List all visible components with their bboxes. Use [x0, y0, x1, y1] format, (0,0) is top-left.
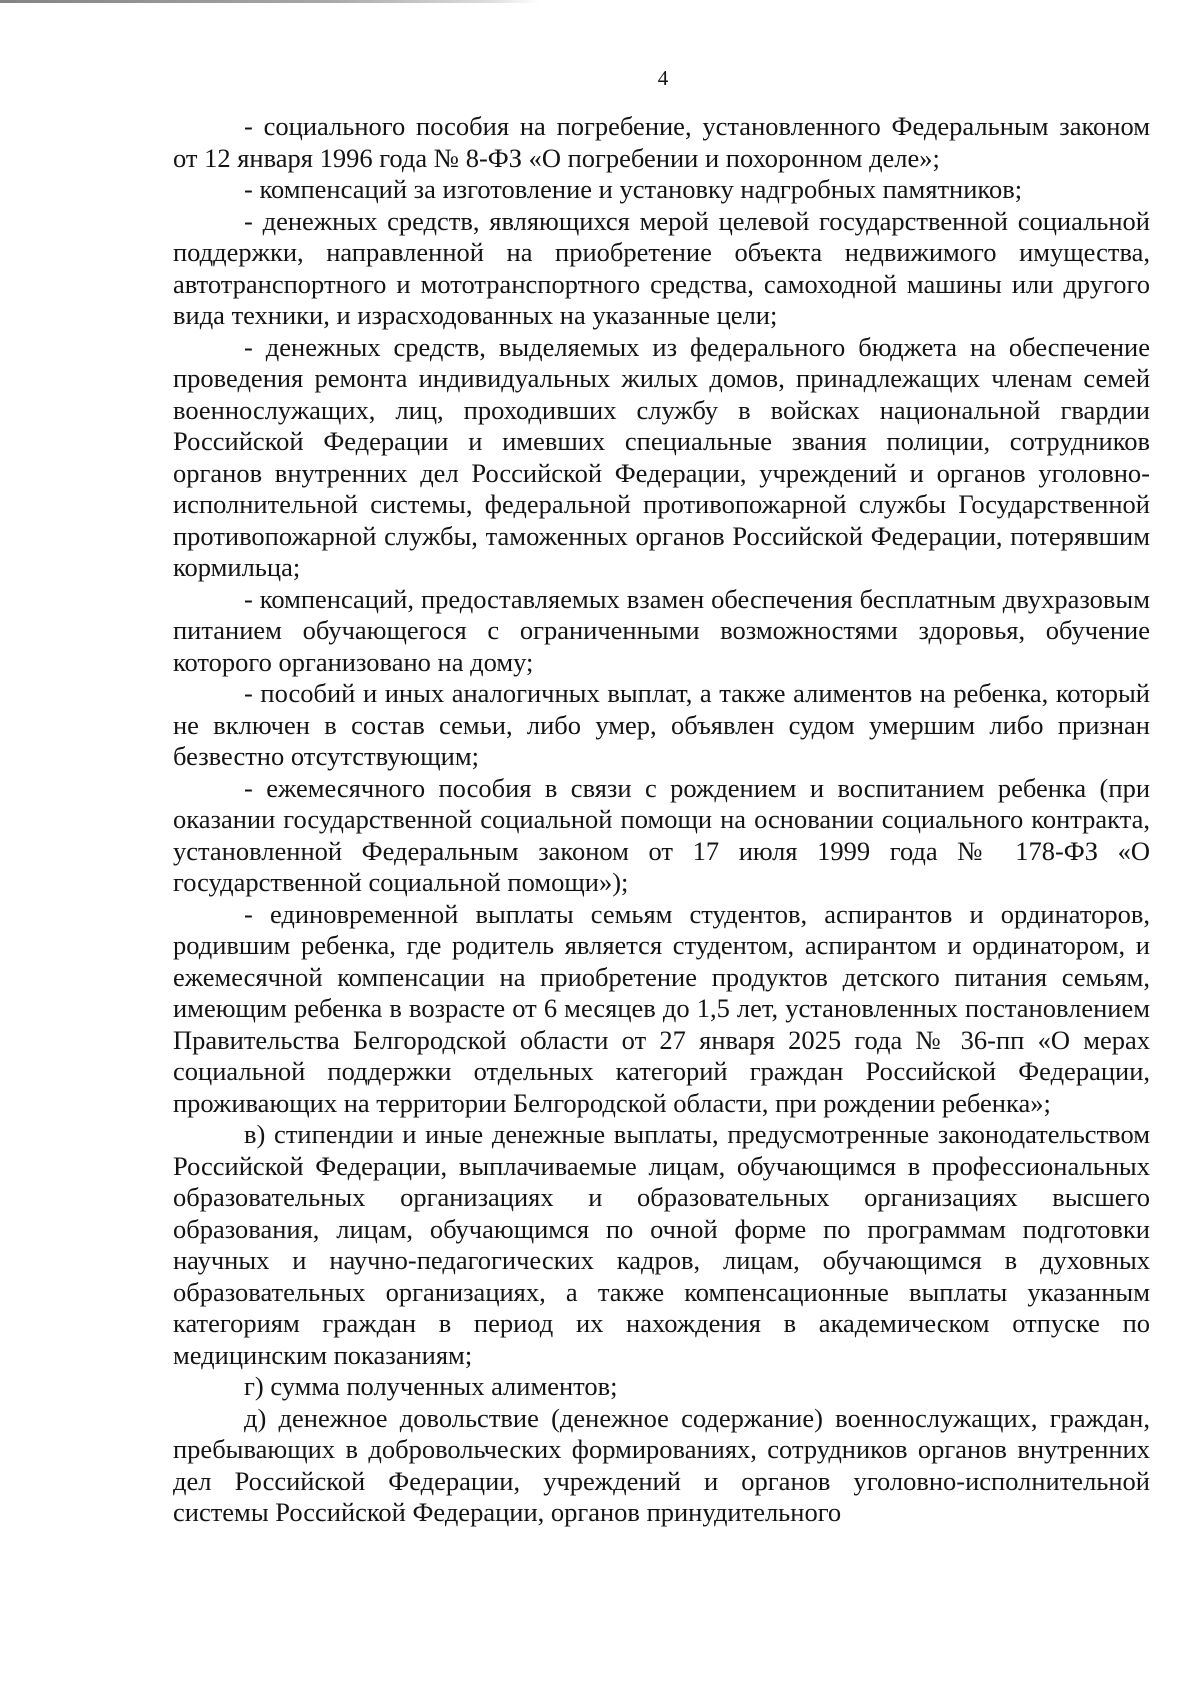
paragraph-burial-allowance: - социального пособия на погребение, установленного Федеральным законом от 12 января 1996 года № 8-ФЗ «О погребении и похоронном деле»; [173, 111, 1150, 173]
scan-edge-artifact [0, 0, 540, 3]
paragraph-item-g-alimony: г) сумма полученных алиментов; [244, 1371, 618, 1401]
paragraph-item-v-stipends: в) стипендии и иные денежные выплаты, предусмотренные законодательством Российской Федерации, выплачиваемые лицам, обучающимся в профессиональных образовательных организациях и образовательных организациях высшего образования, лицам, обучающимся по очной форме по программам подготовки научных и научно-педагогических кадров, лицам, обучающимся в духовных образовательных организациях, а также компенсационные выплаты указанным категориям граждан в период их нахождения в академическом отпуске по медицинским показаниям; [173, 1119, 1150, 1370]
page-number: 4 [657, 66, 669, 90]
paragraph-meal-compensation: - компенсаций, предоставляемых взамен обеспечения бесплатным двухразовым питанием обучающегося с ограниченными возможностями здоровья, обучение которого организовано на дому; [173, 583, 1150, 677]
paragraph-monthly-child-allowance: - ежемесячного пособия в связи с рождением и воспитанием ребенка (при оказании государственной социальной помощи на основании социального контракта, установленной Федеральным законом от 17 июля 1999 года № 178-ФЗ «О государственной социальной помощи»); [173, 772, 1150, 897]
paragraph-item-d-allowance: д) денежное довольствие (денежное содержание) военнослужащих, граждан, пребывающих в добровольческих формированиях, сотрудников органов внутренних дел Российской Федерации, учреждений и органов уголовно-исполнительной системы Российской Федерации, органов принудительного [173, 1402, 1150, 1527]
paragraph-house-repair-funds: - денежных средств, выделяемых из федерального бюджета на обеспечение проведения ремонта индивидуальных жилых домов, принадлежащих членам семей военнослужащих, лиц, проходивших службу в войсках национальной гвардии Российской Федерации и имевших специальные звания полиции, сотрудников органов внутренних дел Российской Федерации, учреждений и органов уголовно-исполнительной системы, федеральной противопожарной службы Государственной противопожарной службы, таможенных органов Российской Федерации, потерявшим кормильца; [173, 331, 1150, 582]
paragraph-student-family-payments: - единовременной выплаты семьям студентов, аспирантов и ординаторов, родившим ребенка, где родитель является студентом, аспирантом и ординатором, и ежемесячной компенсации на приобретение продуктов детского питания семьям, имеющим ребенка в возрасте от 6 месяцев до 1,5 лет, установленных постановлением Правительства Белгородской области от 27 января 2025 года № 36-пп «О мерах социальной поддержки отдельных категорий граждан Российской Федерации, проживающих на территории Белгородской области, при рождении ребенка»; [173, 898, 1150, 1118]
paragraph-child-allowances: - пособий и иных аналогичных выплат, а также алиментов на ребенка, который не включен в состав семьи, либо умер, объявлен судом умершим либо признан безвестно отсутствующим; [173, 678, 1150, 771]
document-body [173, 111, 1150, 1529]
paragraph-targeted-support-funds: - денежных средств, являющихся мерой целевой государственной социальной поддержки, направленной на приобретение объекта недвижимого имущества, автотранспортного и мототранспортного средства, самоходной машины или другого вида техники, и израсходованных на указанные цели; [173, 205, 1150, 330]
paragraph-tombstone-compensation: - компенсаций за изготовление и установку надгробных памятников; [244, 174, 1023, 204]
